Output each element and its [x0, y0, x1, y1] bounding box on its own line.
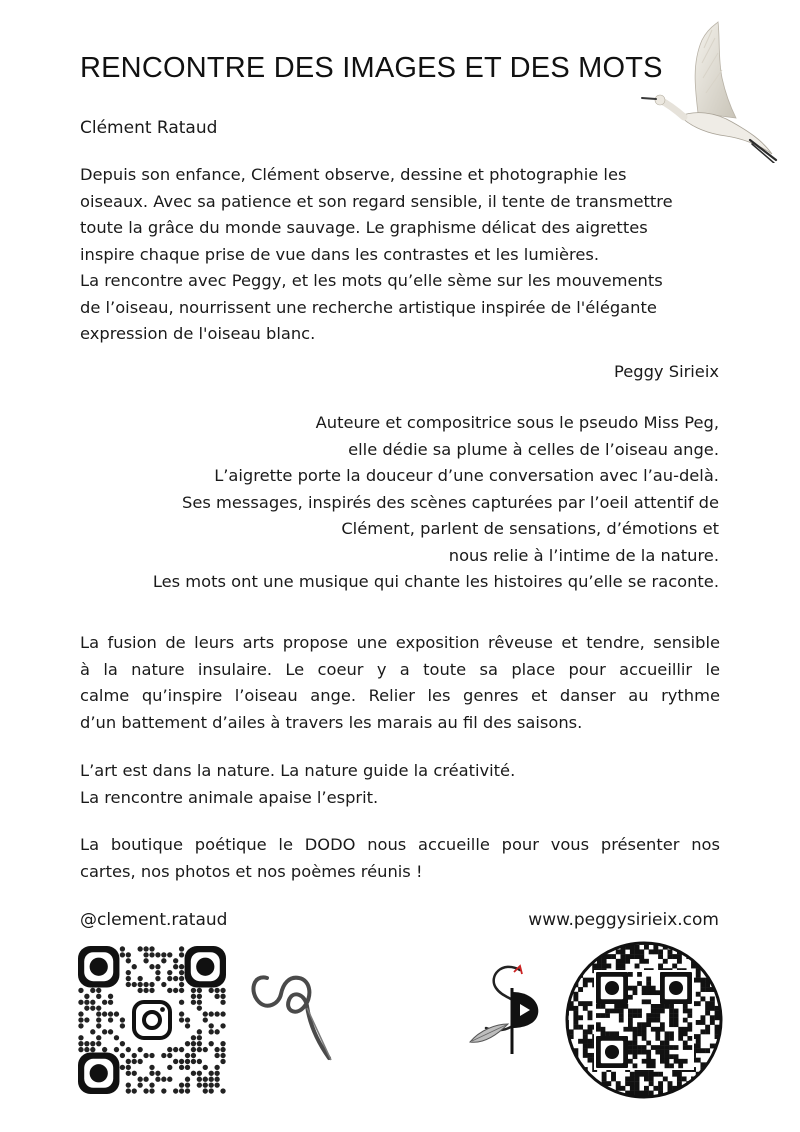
- text-line: expression de l'oiseau blanc.: [80, 324, 316, 343]
- instagram-qr-code-icon[interactable]: [78, 946, 226, 1094]
- text-line: toute la grâce du monde sauvage. Le graphisme délicat des aigrettes: [80, 218, 648, 237]
- text-line: nous relie à l’intime de la nature.: [448, 545, 719, 565]
- author-clement-name: Clément Rataud: [80, 118, 218, 138]
- boutique-paragraph: [80, 832, 720, 885]
- text-line: à la nature insulaire. Le coeur y a toute sa place pour accueillir le: [80, 659, 720, 679]
- text-line: L’aigrette porte la douceur d’une conversation avec l’au-delà.: [214, 466, 719, 485]
- text-line: La boutique poétique le DODO nous accueille pour vous présenter nos: [80, 835, 720, 854]
- text-line: Clément, parlent de sensations, d’émotions et: [341, 519, 719, 538]
- text-line: L’art est dans la nature. La nature guide la créativité.: [80, 761, 516, 780]
- text-line: inspire chaque prise de vue dans les contrastes et les lumières.: [80, 244, 600, 264]
- document-title: RENCONTRE DES IMAGES ET DES MOTS: [80, 52, 663, 84]
- text-line: calme qu’inspire l’oiseau ange. Relier les genres et danser au rythme: [80, 686, 720, 705]
- text-line: Auteure et compositrice sous le pseudo Miss Peg,: [315, 413, 719, 432]
- text-line: La rencontre animale apaise l’esprit.: [80, 787, 379, 807]
- text-line: Depuis son enfance, Clément observe, dessine et photographie les: [80, 165, 627, 184]
- text-line: de l’oiseau, nourrissent une recherche artistique inspirée de l'élégante: [80, 297, 657, 317]
- website-qr-code-icon[interactable]: [564, 940, 724, 1100]
- author-peggy-name: Peggy Sirieix: [614, 362, 719, 381]
- peggy-poem-paragraph: [153, 410, 719, 596]
- instagram-handle-link[interactable]: @clement.rataud: [80, 910, 228, 930]
- clement-paragraph: [80, 162, 730, 348]
- text-line: d’un battement d’ailes à travers les marais au fil des saisons.: [80, 712, 583, 732]
- text-line: elle dédie sa plume à celles de l’oiseau ange.: [348, 439, 719, 459]
- text-line: Ses messages, inspirés des scènes capturées par l’oeil attentif de: [182, 492, 719, 512]
- text-line: La fusion de leurs arts propose une exposition rêveuse et tendre, sensible: [80, 633, 720, 652]
- text-line: cartes, nos photos et nos poèmes réunis !: [80, 861, 423, 881]
- nature-paragraph: [80, 758, 515, 811]
- website-link[interactable]: www.peggysirieix.com: [528, 910, 719, 930]
- text-line: La rencontre avec Peggy, et les mots qu’elle sème sur les mouvements: [80, 271, 663, 290]
- clement-signature-logo-icon: [245, 958, 335, 1063]
- fusion-paragraph: [80, 630, 720, 736]
- instagram-icon: [134, 1002, 170, 1038]
- egret-image: [640, 18, 780, 163]
- text-line: Les mots ont une musique qui chante les histoires qu’elle se raconte.: [152, 572, 719, 591]
- peggy-signature-logo-icon: [462, 958, 552, 1058]
- text-line: oiseaux. Avec sa patience et son regard sensible, il tente de transmettre: [80, 191, 673, 211]
